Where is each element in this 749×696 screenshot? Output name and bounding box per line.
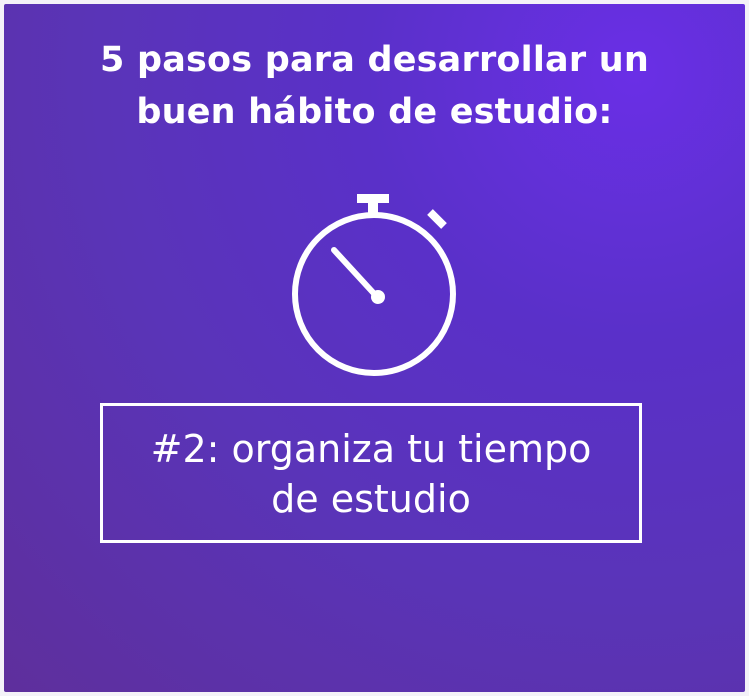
title-line-1: 5 pasos para desarrollar un xyxy=(100,40,649,80)
title-line-2: buen hábito de estudio: xyxy=(136,92,613,132)
slide-card xyxy=(4,4,745,692)
step-box xyxy=(100,403,642,543)
step-line-2: de estudio xyxy=(271,477,471,521)
stopwatch-button xyxy=(357,194,389,203)
slide-title xyxy=(4,34,745,138)
step-text xyxy=(103,424,639,524)
stopwatch-icon xyxy=(284,190,464,380)
stopwatch-hand xyxy=(334,250,379,299)
stopwatch-side-button xyxy=(430,212,444,226)
step-line-1: #2: organiza tu tiempo xyxy=(150,427,592,471)
stopwatch-center xyxy=(371,290,385,304)
